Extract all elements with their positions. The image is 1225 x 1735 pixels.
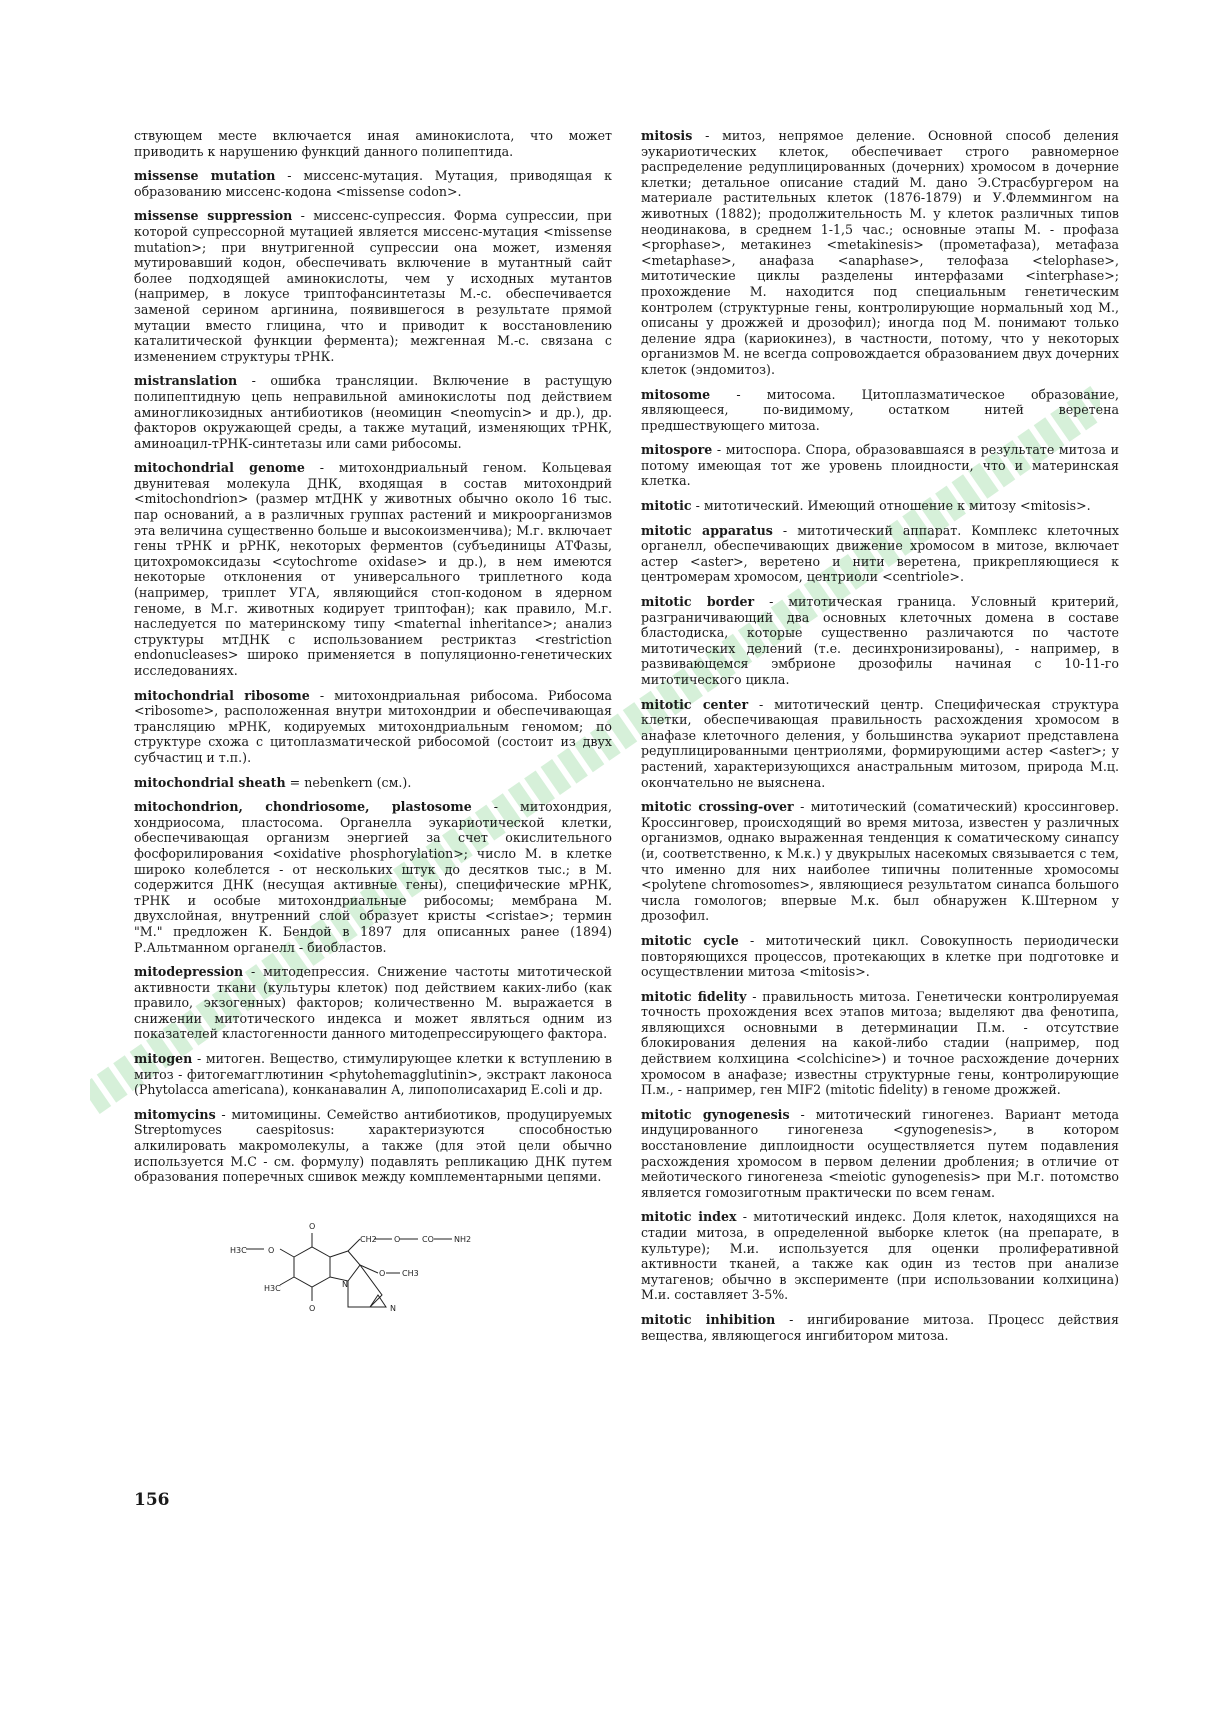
- formula-label-nh2: NH2: [454, 1234, 472, 1244]
- entry-term: mitodepression: [134, 964, 244, 980]
- formula-label-co: CO: [422, 1234, 434, 1244]
- continuation-text: ствующем месте включается иная аминокислота, что может приводить к нарушению функций данного полипептида.: [134, 128, 612, 159]
- entry-definition: - митотический центр. Специфическая структура клетки, обеспечивающая правильность расхождения хромосом в анафазе клеточного деления, у большинства эукариот представлена редуплицированными центриолями, формирующими астер <aster>; у растений, характеризующихся анастральным митозом, природа М.ц. окончательно не выяснена.: [641, 696, 1119, 790]
- entry-definition: - митохондриальная рибосома. Рибосома <ribosome>, расположенная внутри митохондрии и обеспечивающая трансляцию мРНК, кодируемых митохондриальным геномом; по структуре схожа с цитоплазматической рибосомой (состоит из двух субчастиц и т.п.).: [134, 687, 612, 765]
- page-number: 156: [134, 1490, 170, 1510]
- entry-definition: - митотический цикл. Совокупность периодически повторяющихся процессов, протекающих в клетке при подготовке и осуществлении митоза <mitosis>.: [641, 932, 1119, 980]
- left-column: [134, 128, 612, 1349]
- dictionary-entry: [641, 697, 1119, 791]
- entry-definition: - митодепрессия. Снижение частоты митотической активности ткани (культуры клеток) под действием каких-либо (как правило, экзогенных) факторов; количественно М. выражается в снижении митотического индекса и может являться одним из показателей кластогенности данного митодепрессирующего фактора.: [134, 964, 612, 1042]
- entry-term: mitogen: [134, 1051, 193, 1067]
- entry-definition: - митотический аппарат. Комплекс клеточных органелл, обеспечивающих движение хромосом в митозе, включает астер <aster>, веретено и нити веретена, прикрепляющиеся к центромерам хромосом, центриоли <centriole>.: [641, 522, 1119, 585]
- dictionary-entry: [134, 373, 612, 451]
- entry-term: mitotic cycle: [641, 932, 739, 948]
- dictionary-entry: [641, 989, 1119, 1098]
- formula-label-ch2: CH2: [360, 1234, 377, 1244]
- entry-term: mitochondrial genome: [134, 460, 305, 476]
- dictionary-entry: [641, 523, 1119, 585]
- entry-term: missense suppression: [134, 208, 293, 224]
- entry-term: mitospore: [641, 442, 713, 458]
- entry-definition: - митотический гиногенез. Вариант метода индуцированного гиногенеза <gynogenesis>, в котором восстановление диплоидности осуществляется путем подавления расхождения хромосом в первом делении дробления; в отличие от мейотического гиногенеза <meiotic gynogenesis> при М.г. потомство является гомозиготным практически по всем генам.: [641, 1106, 1119, 1200]
- formula-label-o-chain: O: [394, 1234, 401, 1244]
- dictionary-entry: [134, 688, 612, 766]
- formula-label-nh-aziridine: N: [390, 1303, 396, 1313]
- mitomycin-structural-formula: [134, 1199, 612, 1349]
- entry-definition: - митотический индекс. Доля клеток, находящихся на стадии митоза, в определенной выборке клеток (на препарате, в культуре); М.и. используется для оценки пролиферативной активности тканей, а также как один из тестов при анализе мутагенов; обычно в эксперименте (при использовании колхицина) М.и. составляет 3-5%.: [641, 1209, 1119, 1303]
- formula-label-o-methoxy: O: [379, 1268, 386, 1278]
- dictionary-entry: [134, 799, 612, 955]
- dictionary-entry: [134, 168, 612, 199]
- dictionary-entry: [134, 775, 612, 791]
- entry-term: mitomycins: [134, 1106, 216, 1122]
- entry-definition: - митосома. Цитоплазматическое образование, являющееся, по-видимому, остатком нитей веретена предшествующего митоза.: [641, 386, 1119, 433]
- dictionary-entry: [134, 208, 612, 364]
- dictionary-entry: [641, 933, 1119, 980]
- entry-term: mitotic index: [641, 1209, 737, 1225]
- right-entries: [641, 128, 1119, 1343]
- entry-definition: - правильность митоза. Генетически контролируемая точность прохождения всех этапов митоза; выделяют два фенотипа, являющихся основными в детерминации П.м. - отсутствие блокирования деления на какой-либо стадии (например, под действием колхицина <colchicine>) и точное расхождение дочерних хромосом в анафазе; известны структурные гены, контролирующие П.м., - например, ген MIF2 (mitotic fidelity) в геноме дрожжей.: [641, 988, 1119, 1098]
- dictionary-entry: [641, 594, 1119, 688]
- entry-term: mitotic inhibition: [641, 1311, 776, 1327]
- entry-term: mitotic: [641, 498, 692, 514]
- entry-term: mitochondrion, chondriosome, plastosome: [134, 799, 472, 815]
- right-column: [641, 128, 1119, 1352]
- dictionary-entry: [641, 442, 1119, 489]
- entry-term: missense mutation: [134, 168, 276, 184]
- formula-label-h3c-top: H3C: [230, 1245, 247, 1255]
- entry-term: mitotic crossing-over: [641, 799, 794, 815]
- formula-label-ch3: CH3: [402, 1268, 419, 1278]
- dictionary-entry: [134, 1051, 612, 1098]
- dictionary-entry: [641, 1107, 1119, 1201]
- entry-term: mistranslation: [134, 373, 238, 389]
- entry-definition: - митоген. Вещество, стимулирующее клетки к вступлению в митоз - фитогемагглютинин <phytohemagglutinin>, экстракт лаконоса (Phytolacca americana), конканавалин А, липополисахарид E.coli и др.: [134, 1051, 612, 1098]
- dictionary-entry: [641, 387, 1119, 434]
- entry-definition: - ошибка трансляции. Включение в растущую полипептидную цепь неправильной аминокислоты под действием аминогликозидных антибиотиков (неомицин <neomycin> и др.), др. факторов окружающей среды, а также мутаций, изменяющих тРНК, аминоацил-тРНК-синтетазы или сами рибосомы.: [134, 373, 612, 451]
- dictionary-entry: [134, 1107, 612, 1185]
- formula-label-n-ring: N: [342, 1279, 348, 1289]
- entry-definition: - миссенс-супрессия. Форма супрессии, при которой супрессорной мутацией является миссенс-мутация <missense mutation>; при внутригенной супрессии она может, изменяя мутировавший кодон, обеспечивать включение в мутантный сайт более подходящей аминокислоты, чем у исходных мутантов (например, в локусе триптофансинтетазы М.-с. обеспечивается заменой серином аргинина, появившегося в результате прямой мутации вместо глицина, что и приводит к восстановлению каталитической функции фермента); межгенная М.-с. связана с изменением структуры тРНК.: [134, 208, 612, 364]
- dictionary-entry: [134, 964, 612, 1042]
- entry-definition: - митотическая граница. Условный критерий, разграничивающий два основных клеточных домена в составе бластодиска, которые существенно различаются по частоте митотических делений (т.е. десинхронизированы), - например, в развивающемся эмбрионе дрозофилы начиная с 10-11-го митотического цикла.: [641, 594, 1119, 687]
- left-entries: [134, 168, 612, 1185]
- dictionary-entry: [641, 498, 1119, 514]
- entry-term: mitotic fidelity: [641, 988, 747, 1004]
- entry-definition: - миссенс-мутация. Мутация, приводящая к образованию миссенс-кодона <missense codon>.: [134, 168, 612, 199]
- formula-label-o-top: O: [309, 1221, 316, 1231]
- entry-term: mitochondrial sheath: [134, 774, 286, 790]
- dictionary-entry: [641, 128, 1119, 378]
- entry-definition: - митомицины. Семейство антибиотиков, продуцируемых Streptomyces caespitosus: характеризуются способностью алкилировать макромолекулы, а также (для этой цели обычно используется М.С - см. формулу) подавлять репликацию ДНК путем образования поперечных сшивок между комплементарными цепями.: [134, 1106, 612, 1185]
- formula-label-o-bottom: O: [309, 1303, 316, 1313]
- entry-definition: - митохондрия, хондриосома, пластосома. Органелла эукариотической клетки, обеспечивающая организм энергией за счет окислительного фосфорилирования <oxidative phosphorylation>; число М. в клетке широко колеблется - от нескольких штук до десятков тыс.; в М. содержится ДНК (несущая активные гены), специфические мРНК, тРНК и особые митохондриальные рибосомы; мембрана М. двухслойная, внутренний слой образует кристы <cristae>; термин "М." предложен К. Бендой в 1897 для описанных ранее (1894) Р.Альтманном органелл - биобластов.: [134, 799, 612, 955]
- formula-drawing: [134, 1199, 612, 1349]
- entry-definition: - митотический (соматический) кроссинговер. Кроссинговер, происходящий во время митоза, известен у различных организмов, однако выраженная тенденция к соматическому синапсу (и, соответственно, к М.к.) у двукрылых насекомых связывается с тем, что именно для них наиболее типичны политенные хромосомы <polytene chromosomes>, являющиеся результатом синапса большого числа гомологов; впервые М.к. был обнаружен К.Штерном у дрозофил.: [641, 799, 1119, 924]
- entry-definition: - митоз, непрямое деление. Основной способ деления эукариотических клеток, обеспечивает строго равномерное распределение редуплицированных (дочерних) хромосом в дочерние клетки; детальное описание стадий М. дано Э.Страсбургером на материале растительных клеток (1876-1879) и У.Флеммингом на животных (1882); продолжительность М. у клеток различных типов неодинакова, в среднем 1-1,5 час.; основные этапы М. - профаза <prophase>, метакинез <metakinesis> (прометафаза), метафаза <metaphase>, анафаза <anaphase>, телофаза <telophase>, митотические циклы разделены интерфазами <interphase>; прохождение М. находится под специальным генетическим контролем (структурные гены, контролирующие нормальный ход М., описаны у дрожжей и дрозофил); иногда под М. понимают только деление ядра (кариокинез), в частности, потому, что у некоторых организмов М. не всегда сопровождается образованием двух дочерних клеток (эндомитоз).: [641, 128, 1119, 377]
- dictionary-entry: [641, 1209, 1119, 1303]
- entry-definition: - митоспора. Спора, образовавшаяся в результате митоза и потому имеющая тот же уровень плоидности, что и материнская клетка.: [641, 442, 1119, 489]
- dictionary-entry: [641, 1312, 1119, 1343]
- formula-label-h3c-bottom: H3C: [264, 1283, 281, 1293]
- entry-definition: - ингибирование митоза. Процесс действия вещества, являющегося ингибитором митоза.: [641, 1311, 1119, 1343]
- entry-definition: - митотический. Имеющий отношение к митозу <mitosis>.: [695, 498, 1091, 514]
- dictionary-entry: [134, 460, 612, 678]
- entry-definition: - митохондриальный геном. Кольцевая двунитевая молекула ДНК, входящая в состав митохондрий <mitochondrion> (размер мтДНК у животных обычно около 16 тыс. пар оснований, а в различных группах растений и микроорганизмов эта величина существенно больше и высокоизменчива); М.г. включает гены тРНК и рРНК, некоторых ферментов (субъединицы АТФазы, цитохромоксидазы <cytochrome oxidase> и др.), в нем имеются некоторые отклонения от универсального триплетного кода (например, триплет УГА, являющийся стоп-кодоном в ядерном геноме, в М.г. животных кодирует триптофан); как правило, М.г. наследуется по материнскому типу <maternal inheritance>; анализ структуры мтДНК с использованием рестриктаз <restriction endonucleases> широко применяется в популяционно-генетических исследованиях.: [134, 460, 612, 678]
- entry-term: mitochondrial ribosome: [134, 687, 310, 703]
- entry-term: mitosome: [641, 386, 711, 402]
- entry-term: mitotic center: [641, 696, 749, 712]
- entry-definition: = nebenkern (см.).: [289, 774, 412, 790]
- entry-term: mitotic apparatus: [641, 522, 773, 538]
- entry-term: mitotic border: [641, 594, 755, 610]
- entry-term: mitosis: [641, 128, 693, 143]
- entry-term: mitotic gynogenesis: [641, 1106, 790, 1122]
- dictionary-entry: [641, 799, 1119, 924]
- formula-label-o-left: O: [268, 1245, 275, 1255]
